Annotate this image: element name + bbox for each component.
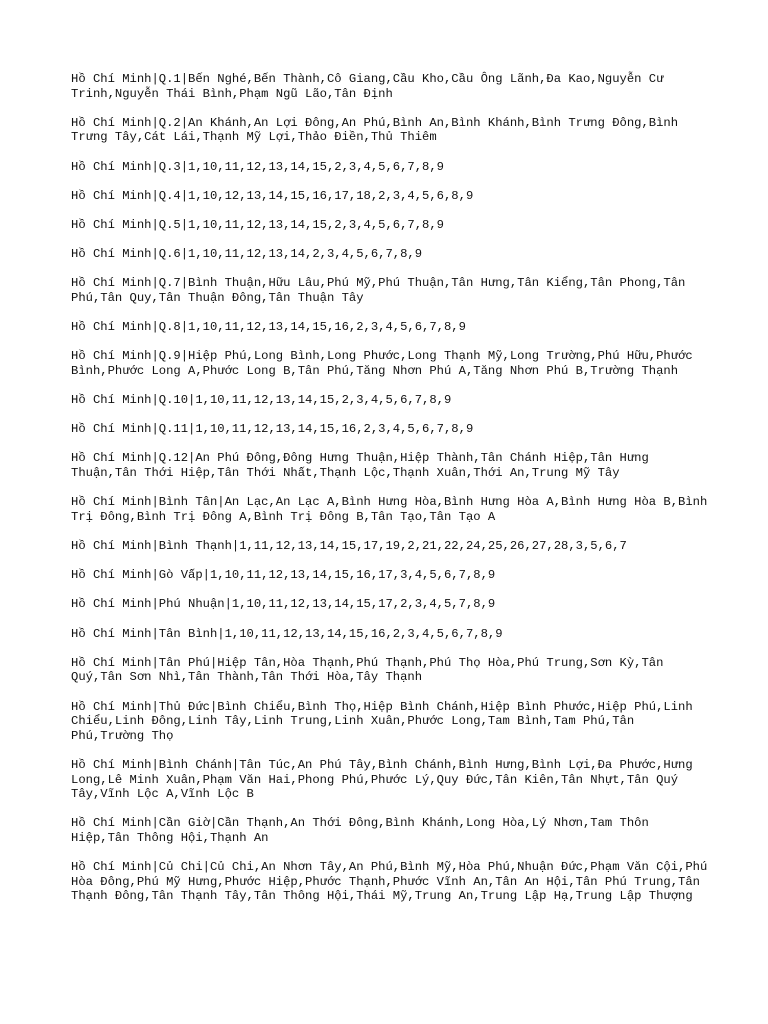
list-item: Hồ Chí Minh|Thủ Đức|Bình Chiểu,Bình Thọ,Hiệp Bình Chánh,Hiệp Bình Phước,Hiệp Phú,Linh Chiểu,Linh Đông,Linh Tây,Linh Trung,Linh Xuân,Phước Long,Tam Bình,Tam Phú,Tân Phú,Trường Thọ — [71, 699, 693, 743]
list-item: Hồ Chí Minh|Q.5|1,10,11,12,13,14,15,2,3,4,5,6,7,8,9 — [71, 217, 444, 232]
list-item: Hồ Chí Minh|Q.1|Bến Nghé,Bến Thành,Cô Giang,Cầu Kho,Cầu Ông Lãnh,Đa Kao,Nguyễn Cư Trinh,Nguyễn Thái Bình,Phạm Ngũ Lão,Tân Định — [71, 72, 664, 101]
list-item: Hồ Chí Minh|Q.3|1,10,11,12,13,14,15,2,3,4,5,6,7,8,9 — [71, 159, 444, 174]
document-page — [71, 72, 711, 918]
list-item: Hồ Chí Minh|Q.11|1,10,11,12,13,14,15,16,2,3,4,5,6,7,8,9 — [71, 422, 474, 437]
list-item: Hồ Chí Minh|Phú Nhuận|1,10,11,12,13,14,15,17,2,3,4,5,7,8,9 — [71, 597, 496, 612]
list-item: Hồ Chí Minh|Bình Tân|An Lạc,An Lạc A,Bình Hưng Hòa,Bình Hưng Hòa A,Bình Hưng Hòa B,Bình Trị Đông,Bình Trị Đông A,Bình Trị Đông B,Tân Tạo,Tân Tạo A — [71, 495, 708, 524]
list-item: Hồ Chí Minh|Q.10|1,10,11,12,13,14,15,2,3,4,5,6,7,8,9 — [71, 393, 452, 408]
list-item: Hồ Chí Minh|Tân Phú|Hiệp Tân,Hòa Thạnh,Phú Thạnh,Phú Thọ Hòa,Phú Trung,Sơn Kỳ,Tân Quý,Tân Sơn Nhì,Tân Thành,Tân Thới Hòa,Tây Thạnh — [71, 655, 664, 685]
list-item: Hồ Chí Minh|Củ Chi|Củ Chi,An Nhơn Tây,An Phú,Bình Mỹ,Hòa Phú,Nhuận Đức,Phạm Văn Cội,Phú Hòa Đông,Phú Mỹ Hưng,Phước Hiệp,Phước Thạnh,Phước Vĩnh An,Tân An Hội,Tân Phú Trung,Tân Thạnh Đông,Tân Thạnh Tây,Tân Thông Hội,Thái Mỹ,Trung An,Trung Lập Hạ,Trung Lập Thượng — [71, 860, 708, 904]
list-item: Hồ Chí Minh|Q.12|An Phú Đông,Đông Hưng Thuận,Hiệp Thành,Tân Chánh Hiệp,Tân Hưng Thuận,Tân Thới Hiệp,Tân Thới Nhất,Thạnh Lộc,Thạnh Xuân,Thới An,Trung Mỹ Tây — [71, 451, 649, 481]
list-item: Hồ Chí Minh|Q.6|1,10,11,12,13,14,2,3,4,5,6,7,8,9 — [71, 247, 423, 262]
list-item: Hồ Chí Minh|Q.7|Bình Thuận,Hữu Lâu,Phú Mỹ,Phú Thuận,Tân Hưng,Tân Kiểng,Tân Phong,Tân Phú,Tân Quy,Tân Thuận Đông,Tân Thuận Tây — [71, 276, 686, 305]
list-item: Hồ Chí Minh|Q.9|Hiệp Phú,Long Bình,Long Phước,Long Thạnh Mỹ,Long Trường,Phú Hữu,Phước Bình,Phước Long A,Phước Long B,Tân Phú,Tăng Nhơn Phú A,Tăng Nhơn Phú B,Trường Thạnh — [71, 349, 693, 378]
list-item: Hồ Chí Minh|Q.4|1,10,12,13,14,15,16,17,18,2,3,4,5,6,8,9 — [71, 188, 474, 203]
list-item: Hồ Chí Minh|Gò Vấp|1,10,11,12,13,14,15,16,17,3,4,5,6,7,8,9 — [71, 568, 496, 583]
list-item: Hồ Chí Minh|Q.8|1,10,11,12,13,14,15,16,2,3,4,5,6,7,8,9 — [71, 320, 466, 335]
list-item: Hồ Chí Minh|Bình Thạnh|1,11,12,13,14,15,17,19,2,21,22,24,25,26,27,28,3,5,6,7 — [71, 539, 627, 553]
list-item: Hồ Chí Minh|Bình Chánh|Tân Túc,An Phú Tây,Bình Chánh,Bình Hưng,Bình Lợi,Đa Phước,Hưng Long,Lê Minh Xuân,Phạm Văn Hai,Phong Phú,Phước Lý,Quy Đức,Tân Kiên,Tân Nhựt,Tân Quý Tây,Vĩnh Lộc A,Vĩnh Lộc B — [71, 757, 693, 802]
list-item: Hồ Chí Minh|Tân Bình|1,10,11,12,13,14,15,16,2,3,4,5,6,7,8,9 — [71, 626, 503, 641]
list-item: Hồ Chí Minh|Cần Giờ|Cần Thạnh,An Thới Đông,Bình Khánh,Long Hòa,Lý Nhơn,Tam Thôn Hiệp,Tân Thông Hội,Thạnh An — [71, 816, 649, 845]
list-item: Hồ Chí Minh|Q.2|An Khánh,An Lợi Đông,An Phú,Bình An,Bình Khánh,Bình Trưng Đông,Bình Trưng Tây,Cát Lái,Thạnh Mỹ Lợi,Thảo Điền,Thủ Thiêm — [71, 115, 679, 145]
